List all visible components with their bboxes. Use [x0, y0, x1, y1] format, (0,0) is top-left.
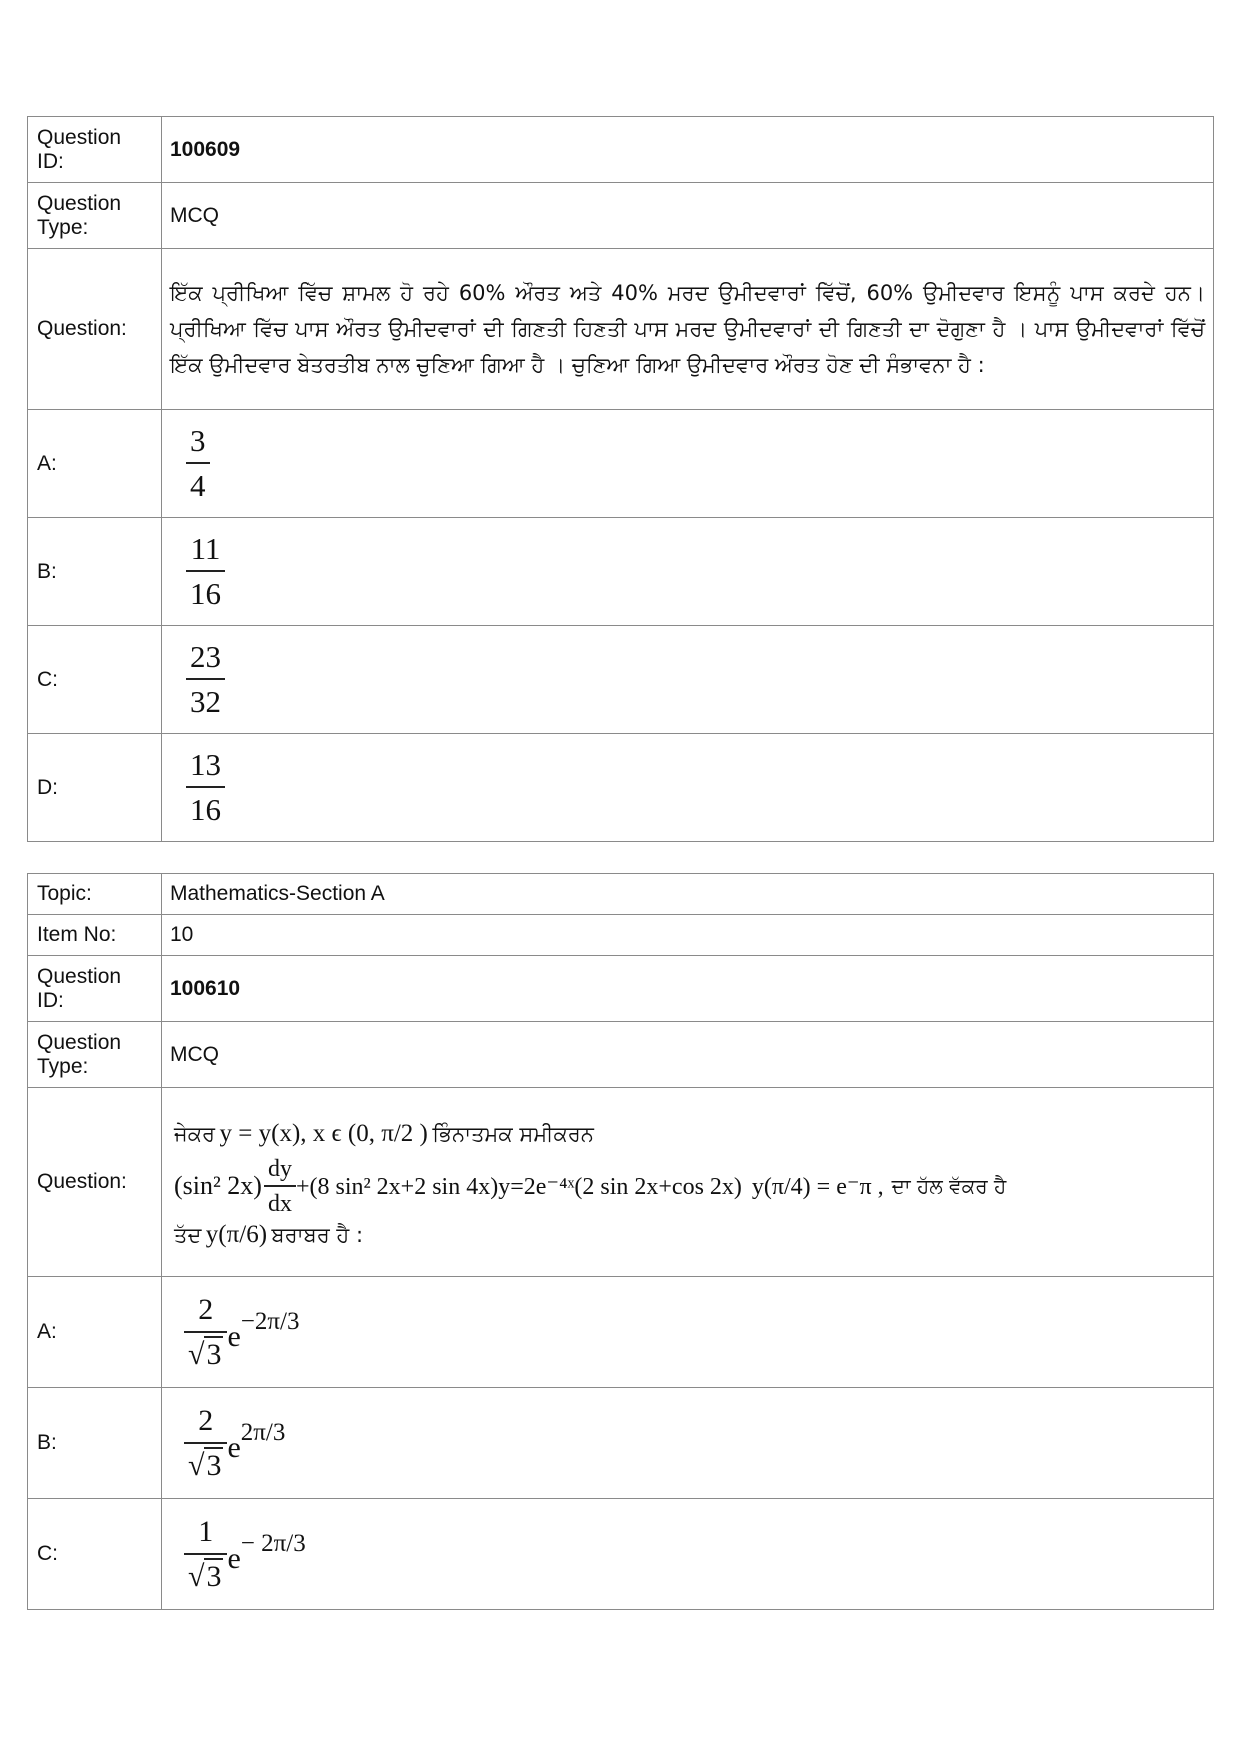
option-a — [162, 410, 1214, 518]
option-b-expression — [184, 1403, 1205, 1484]
equation-tail: ਦਾ ਹੱਲ ਵੱਕਰ ਹੈ — [891, 1174, 1007, 1198]
question-id-value: 100609 — [162, 117, 1214, 183]
question-table-100610 — [27, 873, 1214, 1610]
option-b-numerator: 2 — [198, 1403, 214, 1437]
option-c — [162, 626, 1214, 734]
question-table-100609 — [27, 116, 1214, 842]
option-a — [162, 1277, 1214, 1388]
fraction-bar — [186, 786, 225, 788]
option-a-denominator: √3 — [188, 1337, 222, 1371]
fraction-bar — [264, 1185, 296, 1187]
option-a-fraction — [184, 1292, 227, 1373]
option-b — [162, 1388, 1214, 1499]
option-b-fraction — [186, 531, 225, 612]
option-d — [162, 734, 1214, 842]
question-type-value: MCQ — [162, 1022, 1214, 1088]
option-a-denominator: 4 — [190, 468, 206, 503]
option-b — [162, 518, 1214, 626]
question-equation — [174, 1156, 1201, 1217]
label-question: Question: — [28, 249, 162, 410]
option-d-numerator: 13 — [190, 747, 221, 782]
option-c-base: e — [227, 1541, 241, 1575]
label-option-c: C: — [28, 1499, 162, 1610]
option-b-exponent: 2π/3 — [240, 1418, 286, 1446]
fraction-bar — [184, 1553, 227, 1555]
label-option-d: D: — [28, 734, 162, 842]
option-c-numerator: 1 — [198, 1514, 214, 1548]
question-line-3 — [174, 1221, 1201, 1249]
equation-left: (sin² 2x) — [174, 1171, 262, 1200]
question-id-value: 100610 — [162, 956, 1214, 1022]
option-d-fraction — [186, 747, 225, 828]
fraction-bar — [184, 1442, 227, 1444]
option-c-exponent: − 2π/3 — [240, 1529, 306, 1557]
question-line-3-pun: ਤੱਦ — [174, 1222, 202, 1247]
option-b-denominator: 16 — [190, 576, 221, 611]
label-question-id: Question ID: — [28, 117, 162, 183]
option-a-expression — [184, 1292, 1205, 1373]
option-a-fraction — [186, 423, 210, 504]
question-text — [162, 1088, 1214, 1277]
option-c — [162, 1499, 1214, 1610]
option-b-denominator: √3 — [188, 1448, 222, 1482]
option-c-numerator: 23 — [190, 639, 221, 674]
option-c-denominator: 32 — [190, 684, 221, 719]
option-c-exponential — [227, 1529, 306, 1576]
question-line-1-pun: ਜੇਕਰ — [174, 1121, 216, 1146]
label-question: Question: — [28, 1088, 162, 1277]
fraction-bar — [186, 678, 225, 680]
fraction-bar — [186, 570, 225, 572]
label-option-a: A: — [28, 1277, 162, 1388]
question-line-1 — [174, 1116, 1201, 1152]
equation-rest: +(8 sin² 2x+2 sin 4x)y=2e⁻⁴ˣ(2 sin 2x+cos 2x) — [295, 1173, 742, 1200]
equation-condition: y(π/4) = e⁻π , — [751, 1173, 884, 1200]
label-option-b: B: — [28, 518, 162, 626]
option-c-fraction — [184, 1514, 227, 1595]
label-question-type: Question Type: — [28, 183, 162, 249]
option-a-numerator: 3 — [190, 423, 206, 458]
question-line-3-pun2: ਬਰਾਬਰ ਹੈ : — [271, 1222, 364, 1247]
option-c-expression — [184, 1514, 1205, 1595]
option-d-denominator: 16 — [190, 792, 221, 827]
option-a-radicand: 3 — [206, 1337, 222, 1371]
option-c-fraction — [186, 639, 225, 720]
label-option-c: C: — [28, 626, 162, 734]
label-question-type: Question Type: — [28, 1022, 162, 1088]
equation-derivative — [264, 1156, 296, 1217]
item-no-value: 10 — [162, 915, 1214, 956]
fraction-bar — [184, 1331, 227, 1333]
equation-dy: dy — [267, 1155, 292, 1182]
option-c-denominator: √3 — [188, 1559, 222, 1593]
option-a-base: e — [227, 1319, 241, 1353]
option-b-exponential — [227, 1418, 286, 1465]
fraction-bar — [186, 462, 210, 464]
question-line-1-math: y = y(x), x ϵ (0, π/2 ) — [219, 1119, 428, 1147]
label-item-no: Item No: — [28, 915, 162, 956]
question-type-value: MCQ — [162, 183, 1214, 249]
label-option-a: A: — [28, 410, 162, 518]
question-line-3-math: y(π/6) — [205, 1220, 268, 1248]
option-a-exponential — [227, 1307, 300, 1354]
option-b-numerator: 11 — [190, 531, 221, 566]
option-c-radicand: 3 — [206, 1559, 222, 1593]
option-b-base: e — [227, 1430, 241, 1464]
topic-value: Mathematics-Section A — [162, 874, 1214, 915]
question-line-1-pun2: ਭਿੰਨਾਤਮਕ ਸਮੀਕਰਨ — [432, 1121, 594, 1146]
label-option-b: B: — [28, 1388, 162, 1499]
question-text: ਇੱਕ ਪ੍ਰੀਖਿਆ ਵਿੱਚ ਸ਼ਾਮਲ ਹੋ ਰਹੇ 60% ਔਰਤ ਅਤੇ 40% ਮਰਦ ਉਮੀਦਵਾਰਾਂ ਵਿੱਚੋਂ, 60% ਉਮੀਦਵਾਰ ਇਸਨੂੰ ਪਾਸ ਕਰਦੇ ਹਨ। ਪ੍ਰੀਖਿਆ ਵਿੱਚ ਪਾਸ ਔਰਤ ਉਮੀਦਵਾਰਾਂ ਦੀ ਗਿਣਤੀ ਹਿਣਤੀ ਪਾਸ ਮਰਦ ਉਮੀਦਵਾਰਾਂ ਦੀ ਗਿਣਤੀ ਦਾ ਦੋਗੁਣਾ ਹੈ । ਪਾਸ ਉਮੀਦਵਾਰਾਂ ਵਿੱਚੋਂ ਇੱਕ ਉਮੀਦਵਾਰ ਬੇਤਰਤੀਬ ਨਾਲ ਚੁਣਿਆ ਗਿਆ ਹੈ । ਚੁਣਿਆ ਗਿਆ ਉਮੀਦਵਾਰ ਔਰਤ ਹੋਣ ਦੀ ਸੰਭਾਵਨਾ ਹੈ : — [162, 249, 1214, 410]
option-a-exponent: −2π/3 — [240, 1307, 300, 1335]
option-b-radicand: 3 — [206, 1448, 222, 1482]
option-b-fraction — [184, 1403, 227, 1484]
equation-dx: dx — [267, 1190, 292, 1217]
option-a-numerator: 2 — [198, 1292, 214, 1326]
label-question-id: Question ID: — [28, 956, 162, 1022]
label-topic: Topic: — [28, 874, 162, 915]
